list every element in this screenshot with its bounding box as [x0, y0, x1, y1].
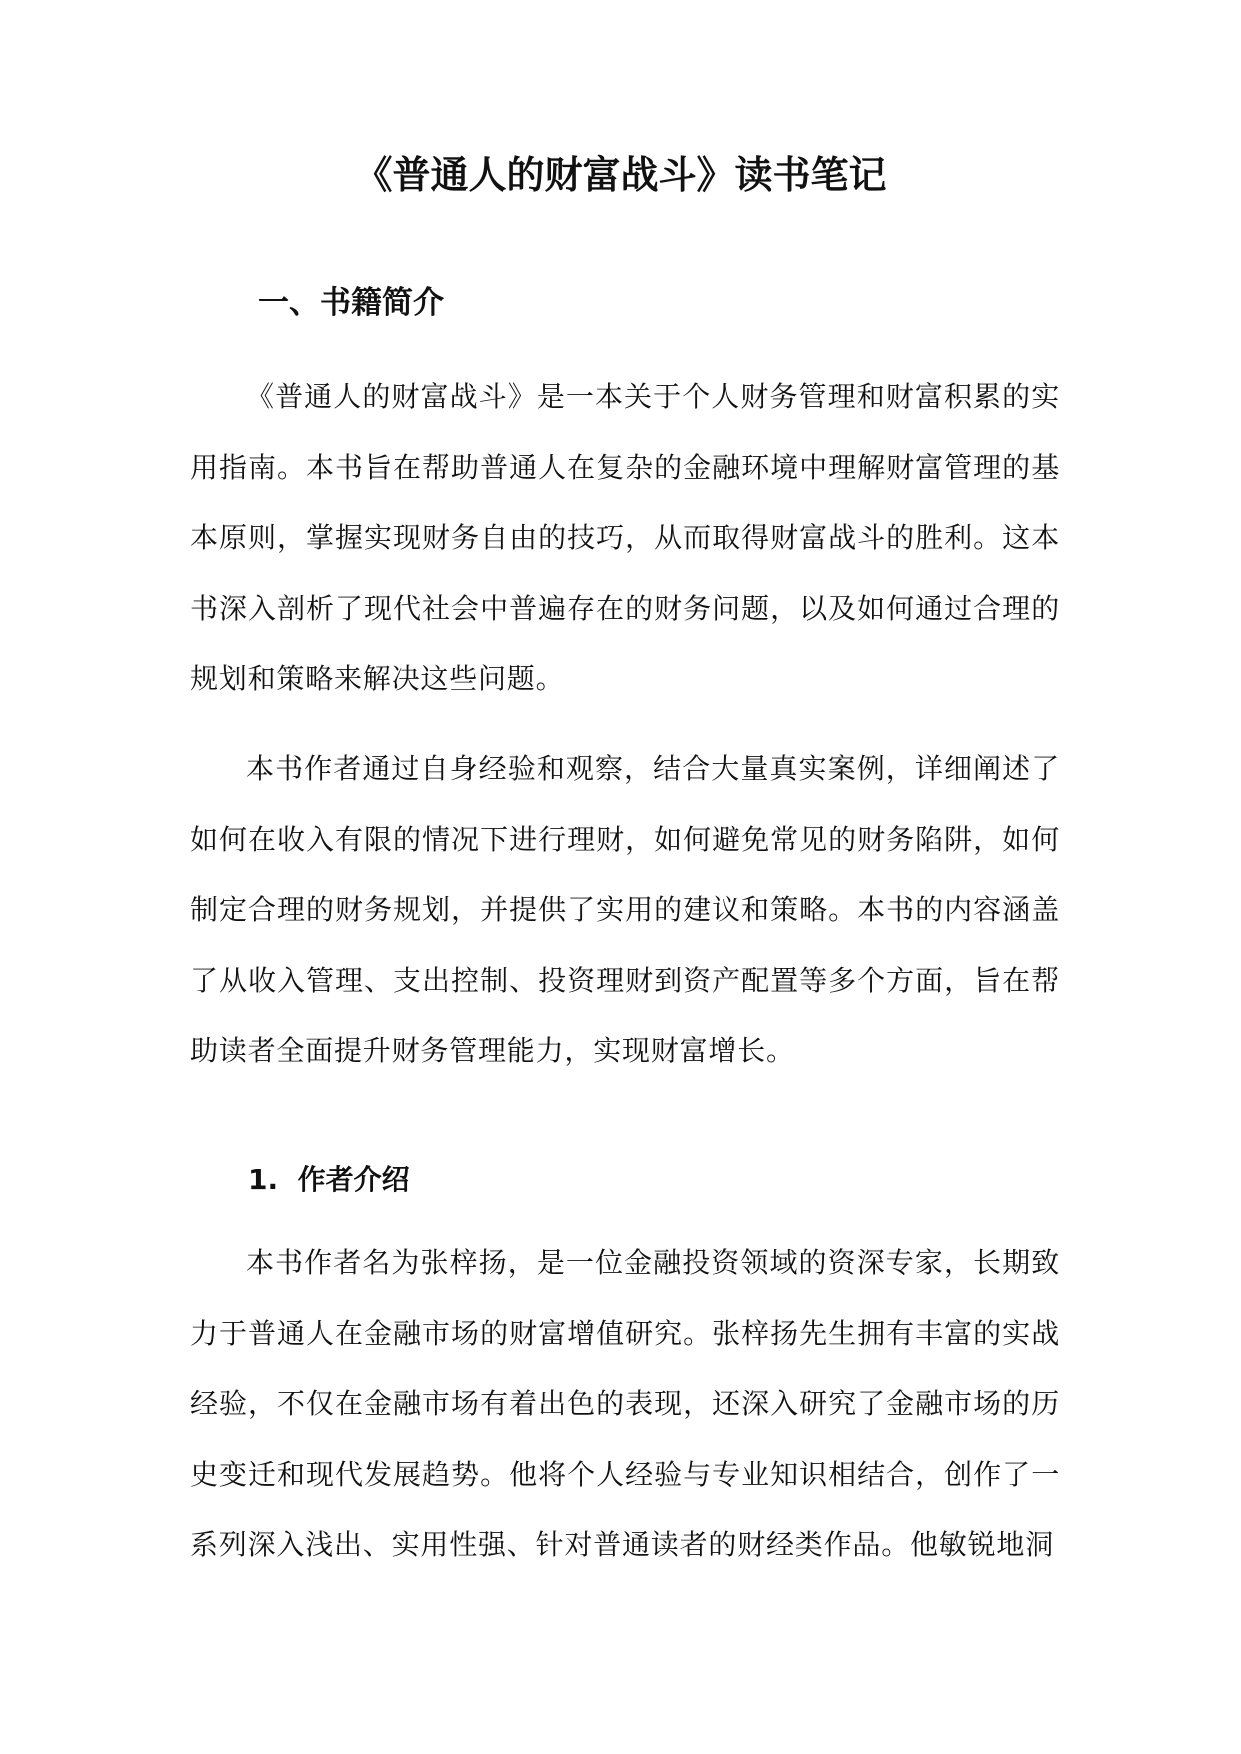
document-title: 《普通人的财富战斗》读书笔记 [354, 153, 887, 197]
paragraph: 本书作者名为张梓扬，是一位金融投资领域的资深专家，长期致力于普通人在金融市场的财富增值研究。张梓扬先生拥有丰富的实战经验，不仅在金融市场有着出色的表现，还深入研究了金融市场的历史变迁和现代发展趋势。他将个人经验与专业知识相结合，创作了一系列深入浅出、实用性强、针对普通读者的财经类作品。他敏锐地洞 [190, 1246, 1060, 1561]
section-heading: 一、书籍简介 [258, 285, 444, 321]
subsection-heading: 1. 作者介绍 [248, 1163, 410, 1196]
paragraph: 《普通人的财富战斗》是一本关于个人财务管理和财富积累的实用指南。本书旨在帮助普通人在复杂的金融环境中理解财富管理的基本原则，掌握实现财务自由的技巧，从而取得财富战斗的胜利。这本书深入剖析了现代社会中普遍存在的财务问题，以及如何通过合理的规划和策略来解决这些问题。 [190, 380, 1060, 695]
paragraph: 本书作者通过自身经验和观察，结合大量真实案例，详细阐述了如何在收入有限的情况下进行理财，如何避免常见的财务陷阱，如何制定合理的财务规划，并提供了实用的建议和策略。本书的内容涵盖了从收入管理、支出控制、投资理财到资产配置等多个方面，旨在帮助读者全面提升财务管理能力，实现财富增长。 [190, 752, 1060, 1067]
